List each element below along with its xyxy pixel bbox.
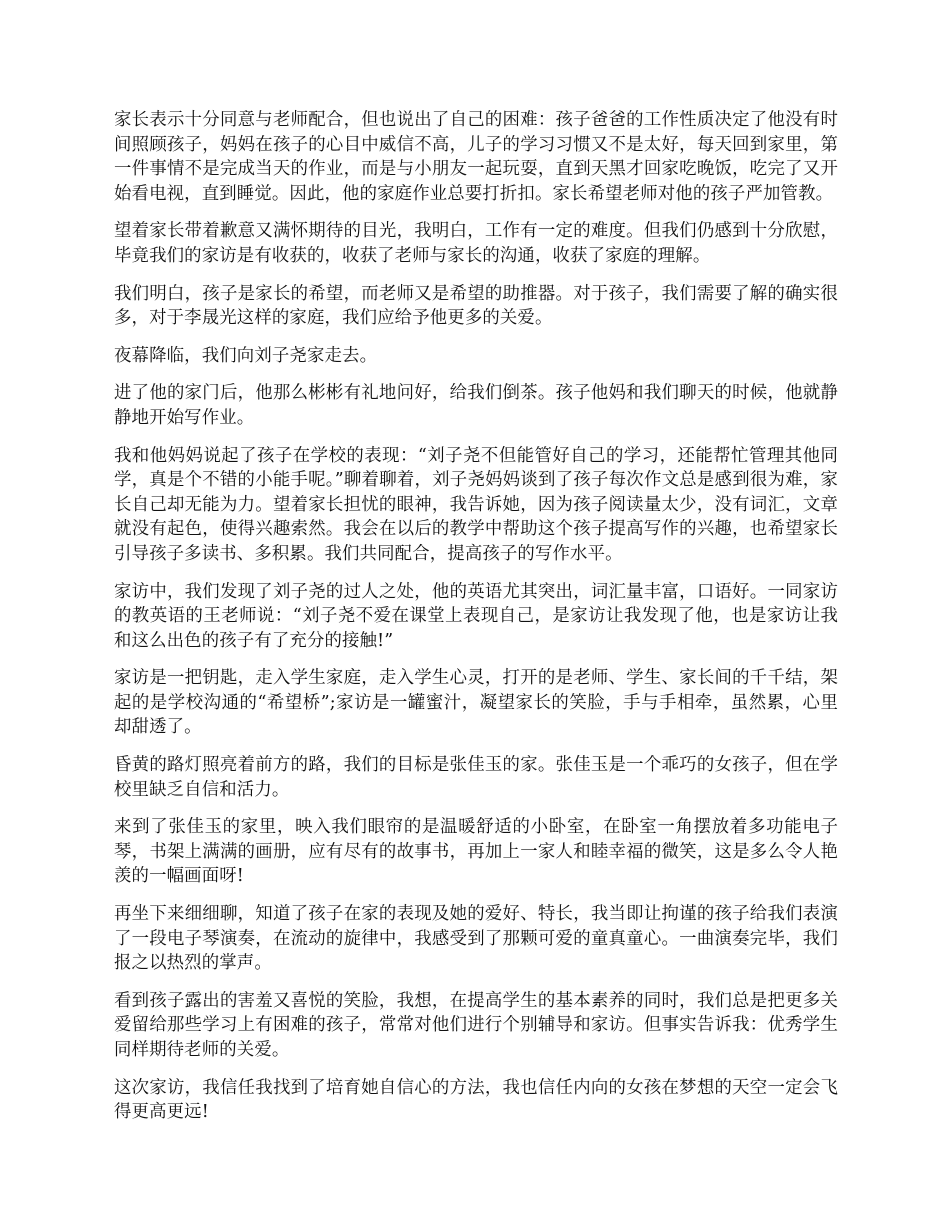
paragraph-3: 我们明白，孩子是家长的希望，而老师又是希望的助推器。对于孩子，我们需要了解的确实很多，对于李晟光这样的家庭，我们应给予他更多的关爱。 <box>114 283 838 329</box>
document-body <box>114 108 838 1138</box>
paragraph-12: 看到孩子露出的害羞又喜悦的笑脸，我想，在提高学生的基本素养的同时，我们总是把更多关爱留给那些学习上有困难的孩子，常常对他们进行个别辅导和家访。但事实告诉我：优秀学生同样期待老师的关爱。 <box>114 990 838 1060</box>
paragraph-1: 家长表示十分同意与老师配合，但也说出了自己的困难：孩子爸爸的工作性质决定了他没有时间照顾孩子，妈妈在孩子的心目中威信不高，儿子的学习习惯又不是太好，每天回到家里，第一件事情不是完成当天的作业，而是与小朋友一起玩耍，直到天黑才回家吃晚饭，吃完了又开始看电视，直到睡觉。因此，他的家庭作业总要打折扣。家长希望老师对他的孩子严加管教。 <box>114 110 838 204</box>
paragraph-2: 望着家长带着歉意又满怀期待的目光，我明白，工作有一定的难度。但我们仍感到十分欣慰，毕竟我们的家访是有收获的，收获了老师与家长的沟通，收获了家庭的理解。 <box>114 221 838 266</box>
paragraph-9: 昏黄的路灯照亮着前方的路，我们的目标是张佳玉的家。张佳玉是一个乖巧的女孩子，但在学校里缺乏自信和活力。 <box>114 755 838 800</box>
paragraph-13: 这次家访，我信任我找到了培育她自信心的方法，我也信任内向的女孩在梦想的天空一定会飞得更高更远! <box>114 1077 838 1123</box>
paragraph-5: 进了他的家门后，他那么彬彬有礼地问好，给我们倒茶。孩子他妈和我们聊天的时候，他就静静地开始写作业。 <box>114 383 838 428</box>
paragraph-4: 夜幕降临，我们向刘子尧家走去。 <box>114 345 378 366</box>
paragraph-10: 来到了张佳玉的家里，映入我们眼帘的是温暖舒适的小卧室，在卧室一角摆放着多功能电子琴，书架上满满的画册，应有尽有的故事书，再加上一家人和睦幸福的微笑，这是多么令人艳羡的一幅画面呀! <box>114 817 838 887</box>
paragraph-6: 我和他妈妈说起了孩子在学校的表现：“刘子尧不但能管好自己的学习，还能帮忙管理其他同学，真是个不错的小能手呢。”聊着聊着，刘子尧妈妈谈到了孩子每次作文总是感到很为难，家长自己却无能为力。望着家长担忧的眼神，我告诉她，因为孩子阅读量太少，没有词汇，文章就没有起色，使得兴趣索然。我会在以后的教学中帮助这个孩子提高写作的兴趣，也希望家长引导孩子多读书、多积累。我们共同配合，提高孩子的写作水平。 <box>114 445 838 564</box>
paragraph-11: 再坐下来细细聊，知道了孩子在家的表现及她的爱好、特长，我当即让拘谨的孩子给我们表演了一段电子琴演奏，在流动的旋律中，我感受到了那颗可爱的童真童心。一曲演奏完毕，我们报之以热烈的掌声。 <box>114 904 838 974</box>
paragraph-7: 家访中，我们发现了刘子尧的过人之处，他的英语尤其突出，词汇量丰富，口语好。一同家访的教英语的王老师说：“刘子尧不爱在课堂上表现自己，是家访让我发现了他，也是家访让我和这么出色的孩子有了充分的接触!” <box>114 581 838 651</box>
paragraph-8: 家访是一把钥匙，走入学生家庭，走入学生心灵，打开的是老师、学生、家长间的千千结，架起的是学校沟通的“希望桥”;家访是一罐蜜汁，凝望家长的笑脸，手与手相牵，虽然累，心里却甜透了。 <box>114 668 838 738</box>
